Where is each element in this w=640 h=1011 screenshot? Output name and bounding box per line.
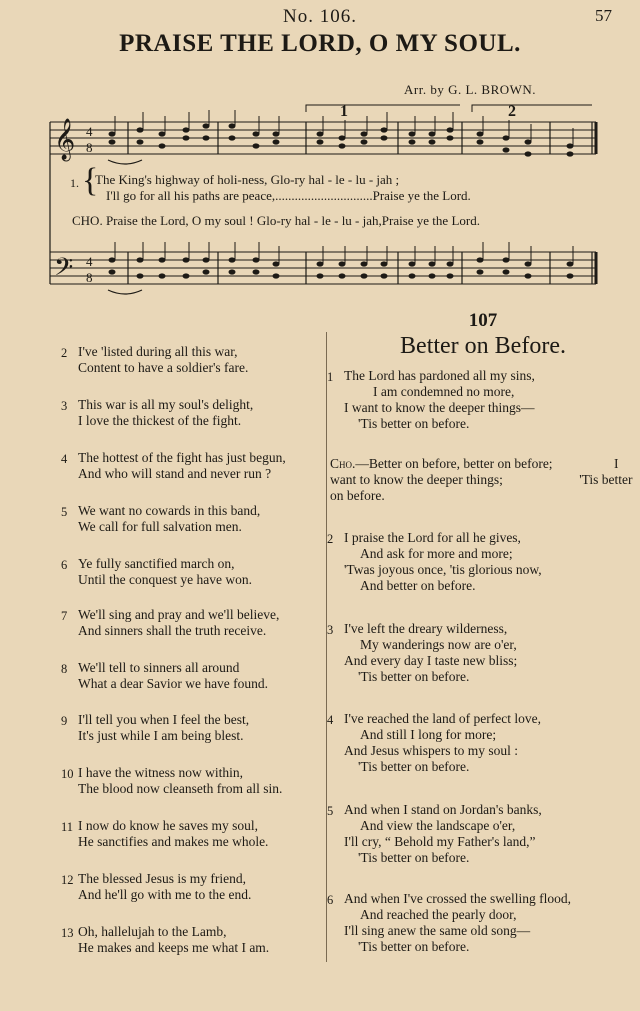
chorus-line-2: I want to know the deeper things;: [330, 456, 619, 487]
hymn-106-stanza-13: 13 Oh, hallelujah to the Lamb, He makes and keeps me what I am.: [61, 924, 270, 955]
hymn-106-stanza-3: 3 This war is all my soul's delight, I love the thickest of the fight.: [61, 397, 254, 428]
hymn-106-stanza-7: 7 We'll sing and pray and we'll believe, And sinners shall the truth receive.: [61, 607, 280, 638]
svg-text:𝄢: 𝄢: [54, 253, 74, 288]
svg-text:𝄞: 𝄞: [54, 119, 76, 160]
hymn-106-stanza-6: 6 Ye fully sanctified march on, Until the conquest ye have won.: [61, 556, 252, 587]
hymn-107-stanza-1: 1 The Lord has pardoned all my sins, I am condemned no more, I want to know the deeper things— 'Tis better on before.: [327, 368, 535, 431]
hymn-106-stanza-5: 5 We want no cowards in this band, We call for full salvation men.: [61, 503, 261, 534]
hymn-106-stanza-2: 2 I've 'listed during all this war, Content to have a soldier's fare.: [61, 344, 249, 375]
chorus-line: CHO. Praise the Lord, O my soul ! Glo-ry hal - le - lu - jah,Praise ye the Lord.: [72, 213, 480, 228]
time-signatures: [86, 124, 93, 285]
hymn-106-stanza-4: 4 The hottest of the fight has just begun, And who will stand and never run ?: [61, 450, 286, 481]
volta-numbers: [340, 103, 516, 120]
svg-text:2: 2: [508, 103, 516, 120]
svg-text:4: 4: [86, 124, 93, 139]
svg-text:4: 4: [86, 254, 93, 269]
svg-text:8: 8: [86, 140, 93, 155]
hymn-106-stanza-12: 12 The blessed Jesus is my friend, And he'll go with me to the end.: [61, 871, 252, 902]
hymn-107-title: Better on Before.: [400, 333, 566, 359]
hymn-106-number: No. 106.: [283, 6, 357, 27]
column-divider: [326, 332, 327, 962]
hymn-107-chorus: [330, 456, 640, 504]
verse-line-1: The King's highway of holi-ness, Glo-ry hal - le - lu - jah ;: [95, 172, 400, 187]
page-number: 57: [595, 6, 612, 25]
hymn-106-stanza-10: 10 I have the witness now within, The blood now cleanseth from all sin.: [61, 765, 283, 796]
svg-text:8: 8: [86, 270, 93, 285]
chorus-line-3: 'Tis better on before.: [330, 472, 633, 503]
verse-line-2: I'll go for all his paths are peace,..............................Praise ye the Lord.: [106, 188, 471, 203]
hymn-106-stanza-8: 8 We'll tell to sinners all around What a dear Savior we have found.: [61, 660, 269, 691]
hymn-107-number: 107: [468, 310, 498, 331]
chorus-label: Cho.: [330, 456, 356, 471]
hymn-107-stanza-6: 6 And when I've crossed the swelling flood, And reached the pearly door, I'll sing anew the same old song— 'Tis better on before.: [327, 891, 572, 954]
bass-clef-icon: [54, 253, 73, 288]
notes-treble: [109, 123, 574, 156]
treble-clef-icon: [54, 118, 75, 161]
verse-brace: {: [82, 162, 99, 199]
hymn-106-title: PRAISE THE LORD, O MY SOUL.: [119, 30, 521, 57]
hymn-106-arranger: Arr. by G. L. BROWN.: [404, 82, 537, 97]
hymn-107-stanza-2: 2 I praise the Lord for all he gives, And ask for more and more; 'Twas joyous once, 'tis glorious now, And better on before.: [327, 530, 542, 593]
hymn-107-stanza-5: 5 And when I stand on Jordan's banks, And view the landscape o'er, I'll cry, “ Behold my Father's land,” 'Tis better on before.: [327, 802, 542, 865]
chorus-line-1: —Better on before, better on before;: [355, 456, 553, 471]
volta-brackets: [306, 105, 592, 112]
hymn-106-stanza-9: 9 I'll tell you when I feel the best, It's just while I am being blest.: [61, 712, 250, 743]
hymn-107-stanza-3: 3 I've left the dreary wilderness, My wanderings now are o'er, And every day I taste new bliss; 'Tis better on before.: [327, 621, 518, 684]
hymn-106-stanza-11: 11 I now do know he saves my soul, He sanctifies and makes me whole.: [61, 818, 269, 849]
hymn-106-verse-number: 1.: [70, 176, 79, 190]
svg-text:1: 1: [340, 103, 348, 120]
hymn-107-stanza-4: 4 I've reached the land of perfect love, And still I long for more; And Jesus whispers to my soul : 'Tis better on before.: [327, 711, 541, 774]
